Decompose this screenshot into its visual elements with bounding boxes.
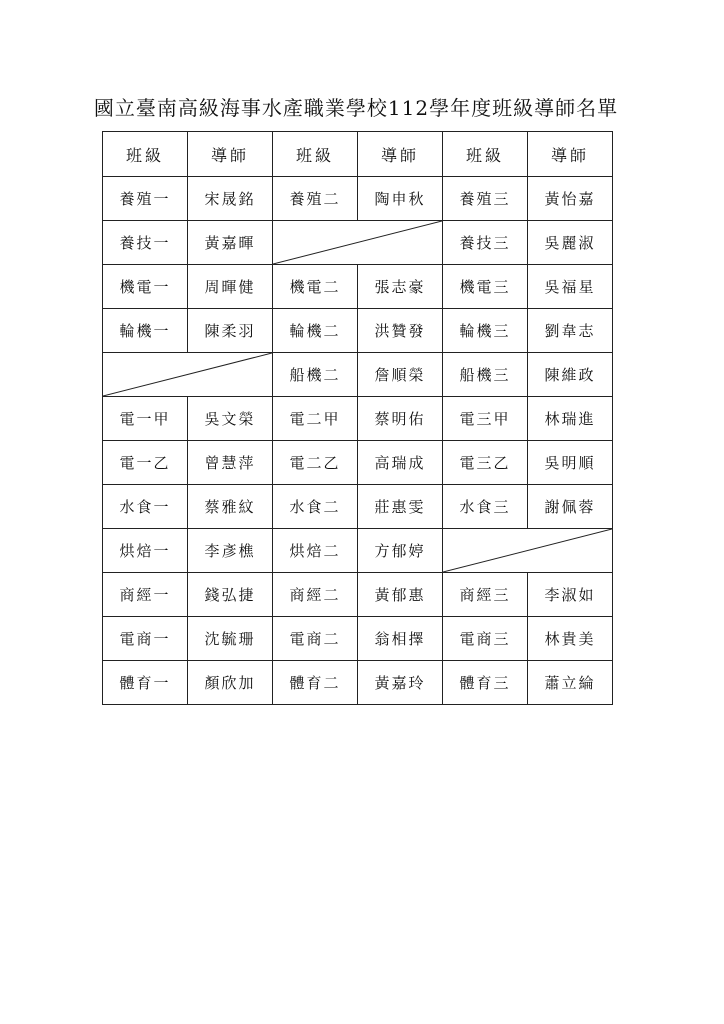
class-cell: 商經二: [273, 573, 358, 617]
class-cell: 商經一: [103, 573, 188, 617]
header-class-3: 班級: [443, 132, 528, 177]
class-cell: 船機二: [273, 353, 358, 397]
teacher-cell: 吳麗淑: [528, 221, 613, 265]
teacher-cell: 黃怡嘉: [528, 177, 613, 221]
class-cell: 養殖一: [103, 177, 188, 221]
teacher-cell: 蕭立綸: [528, 661, 613, 705]
teacher-cell: 黃嘉玲: [358, 661, 443, 705]
teacher-cell: 周暉健: [188, 265, 273, 309]
table-row: [103, 529, 613, 573]
class-cell: 機電三: [443, 265, 528, 309]
class-cell: 電三乙: [443, 441, 528, 485]
header-teacher-3: 導師: [528, 132, 613, 177]
header-class-1: 班級: [103, 132, 188, 177]
table-row: [103, 441, 613, 485]
teacher-cell: 劉韋志: [528, 309, 613, 353]
table-row: [103, 221, 613, 265]
empty-merged-cell: [103, 353, 273, 397]
teacher-cell: 詹順榮: [358, 353, 443, 397]
teacher-cell: 黃郁惠: [358, 573, 443, 617]
table-header-row: [103, 132, 613, 177]
teacher-cell: 吳福星: [528, 265, 613, 309]
class-cell: 船機三: [443, 353, 528, 397]
teacher-cell: 翁相擇: [358, 617, 443, 661]
teacher-cell: 顏欣加: [188, 661, 273, 705]
table-row: [103, 265, 613, 309]
class-cell: 輪機一: [103, 309, 188, 353]
class-cell: 電三甲: [443, 397, 528, 441]
diagonal-strike: [103, 353, 272, 396]
teacher-cell: 黃嘉暉: [188, 221, 273, 265]
class-cell: 養技三: [443, 221, 528, 265]
class-cell: 烘焙一: [103, 529, 188, 573]
teacher-cell: 洪贊發: [358, 309, 443, 353]
class-cell: 電商二: [273, 617, 358, 661]
teacher-cell: 陳維政: [528, 353, 613, 397]
empty-merged-cell: [273, 221, 443, 265]
class-cell: 機電二: [273, 265, 358, 309]
class-cell: 電二甲: [273, 397, 358, 441]
teacher-cell: 曾慧萍: [188, 441, 273, 485]
class-cell: 水食三: [443, 485, 528, 529]
class-cell: 體育三: [443, 661, 528, 705]
class-cell: 電一乙: [103, 441, 188, 485]
teacher-cell: 林貴美: [528, 617, 613, 661]
class-cell: 養殖三: [443, 177, 528, 221]
class-cell: 水食一: [103, 485, 188, 529]
homeroom-teacher-table: [102, 131, 613, 705]
class-cell: 輪機二: [273, 309, 358, 353]
teacher-cell: 錢弘捷: [188, 573, 273, 617]
empty-merged-cell: [443, 529, 613, 573]
class-cell: 水食二: [273, 485, 358, 529]
class-cell: 機電一: [103, 265, 188, 309]
class-cell: 體育一: [103, 661, 188, 705]
teacher-cell: 方郁婷: [358, 529, 443, 573]
table-row: [103, 309, 613, 353]
teacher-cell: 沈毓珊: [188, 617, 273, 661]
header-teacher-2: 導師: [358, 132, 443, 177]
teacher-cell: 宋晟銘: [188, 177, 273, 221]
class-cell: 養殖二: [273, 177, 358, 221]
class-cell: 電二乙: [273, 441, 358, 485]
class-cell: 養技一: [103, 221, 188, 265]
table-row: [103, 573, 613, 617]
teacher-cell: 蔡明佑: [358, 397, 443, 441]
table-row: [103, 661, 613, 705]
document-title: 國立臺南高級海事水產職業學校112學年度班級導師名單: [93, 96, 619, 120]
teacher-cell: 謝佩蓉: [528, 485, 613, 529]
table-row: [103, 485, 613, 529]
table-row: [103, 617, 613, 661]
diagonal-strike: [273, 221, 442, 264]
teacher-cell: 陶申秋: [358, 177, 443, 221]
class-cell: 商經三: [443, 573, 528, 617]
table-row: [103, 353, 613, 397]
class-cell: 電商一: [103, 617, 188, 661]
class-cell: 烘焙二: [273, 529, 358, 573]
teacher-cell: 李彥樵: [188, 529, 273, 573]
teacher-cell: 林瑞進: [528, 397, 613, 441]
teacher-cell: 高瑞成: [358, 441, 443, 485]
header-teacher-1: 導師: [188, 132, 273, 177]
class-cell: 電商三: [443, 617, 528, 661]
header-class-2: 班級: [273, 132, 358, 177]
teacher-cell: 蔡雅紋: [188, 485, 273, 529]
table-row: [103, 177, 613, 221]
teacher-cell: 張志豪: [358, 265, 443, 309]
diagonal-strike: [443, 529, 612, 572]
teacher-cell: 吳文榮: [188, 397, 273, 441]
class-cell: 電一甲: [103, 397, 188, 441]
teacher-cell: 吳明順: [528, 441, 613, 485]
teacher-cell: 莊惠雯: [358, 485, 443, 529]
teacher-cell: 陳柔羽: [188, 309, 273, 353]
class-cell: 輪機三: [443, 309, 528, 353]
table-row: [103, 397, 613, 441]
teacher-cell: 李淑如: [528, 573, 613, 617]
class-cell: 體育二: [273, 661, 358, 705]
